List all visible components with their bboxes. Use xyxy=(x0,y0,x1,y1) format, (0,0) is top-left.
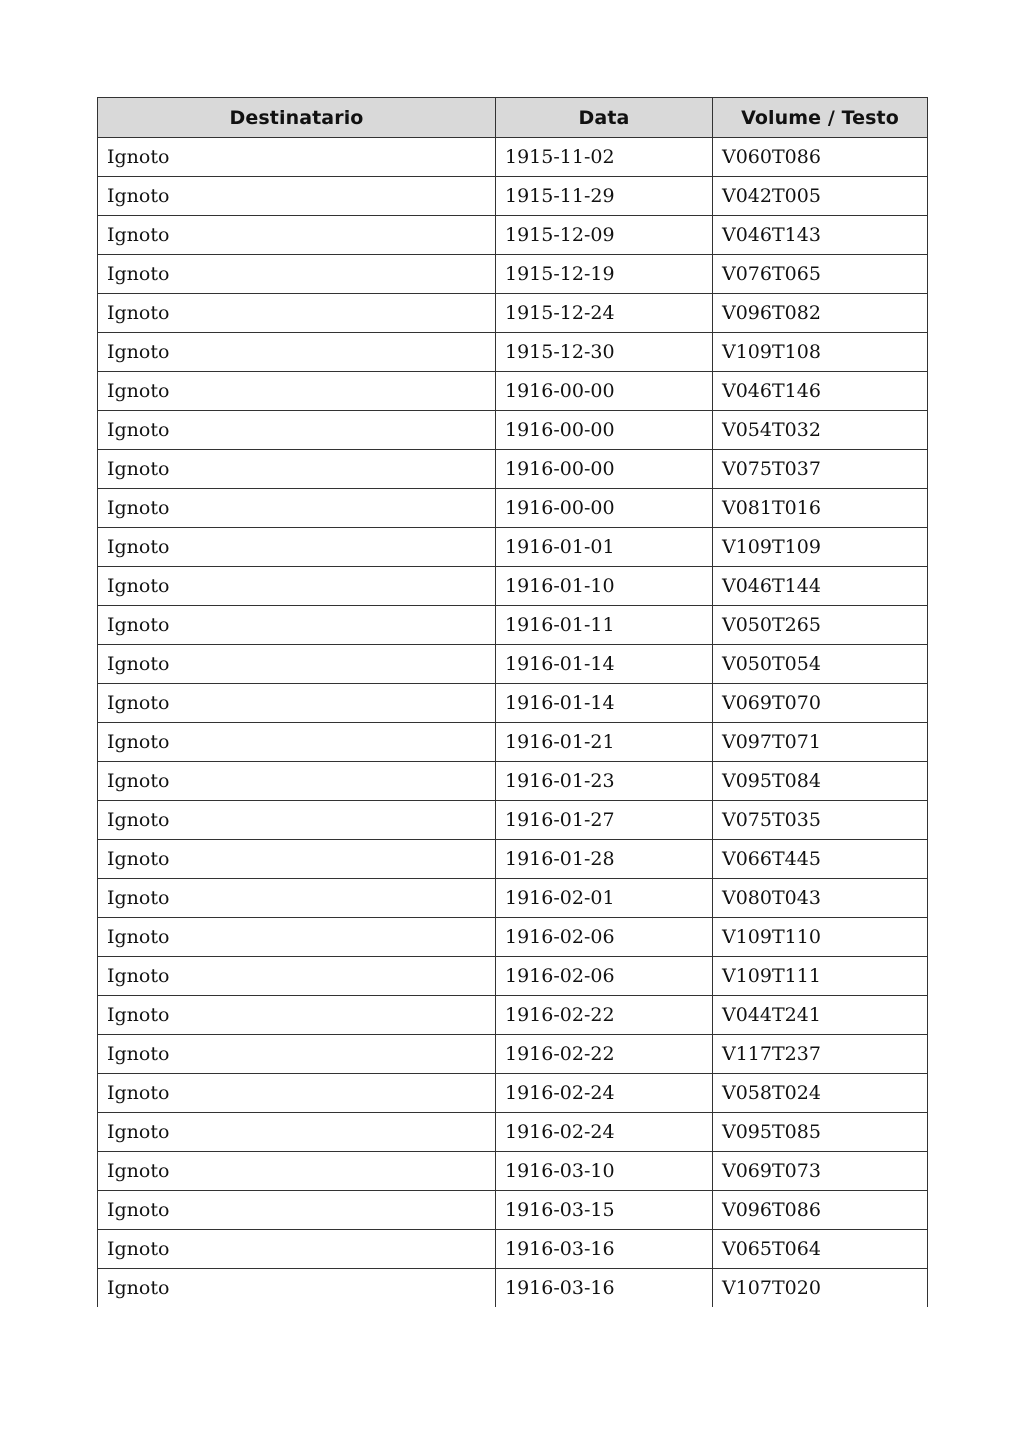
volume-testo-cell: V107T020 xyxy=(713,1269,928,1308)
data-cell: 1916-00-00 xyxy=(496,372,713,411)
data-cell: 1915-12-24 xyxy=(496,294,713,333)
destinatario-cell: Ignoto xyxy=(98,411,496,450)
destinatario-cell: Ignoto xyxy=(98,606,496,645)
volume-testo-cell: V050T265 xyxy=(713,606,928,645)
table-row xyxy=(98,645,928,684)
table-row xyxy=(98,879,928,918)
table-row xyxy=(98,996,928,1035)
destinatario-cell: Ignoto xyxy=(98,645,496,684)
data-cell: 1915-12-09 xyxy=(496,216,713,255)
destinatario-cell: Ignoto xyxy=(98,1035,496,1074)
table-row xyxy=(98,489,928,528)
table-row xyxy=(98,372,928,411)
table-row xyxy=(98,567,928,606)
data-cell: 1916-02-06 xyxy=(496,918,713,957)
table-row xyxy=(98,1191,928,1230)
table-row xyxy=(98,762,928,801)
destinatario-cell: Ignoto xyxy=(98,1191,496,1230)
destinatario-cell: Ignoto xyxy=(98,1269,496,1308)
table-row xyxy=(98,177,928,216)
table-row xyxy=(98,450,928,489)
destinatario-cell: Ignoto xyxy=(98,1113,496,1152)
volume-testo-cell: V096T082 xyxy=(713,294,928,333)
volume-testo-cell: V075T035 xyxy=(713,801,928,840)
volume-testo-cell: V095T084 xyxy=(713,762,928,801)
table-row xyxy=(98,723,928,762)
volume-testo-cell: V069T070 xyxy=(713,684,928,723)
table-row xyxy=(98,1074,928,1113)
data-cell: 1915-11-02 xyxy=(496,138,713,177)
destinatario-cell: Ignoto xyxy=(98,1152,496,1191)
data-cell: 1916-01-01 xyxy=(496,528,713,567)
table-row xyxy=(98,684,928,723)
table-row xyxy=(98,918,928,957)
column-header-volume-testo: Volume / Testo xyxy=(713,98,928,138)
destinatario-cell: Ignoto xyxy=(98,333,496,372)
data-cell: 1916-02-22 xyxy=(496,1035,713,1074)
volume-testo-cell: V081T016 xyxy=(713,489,928,528)
volume-testo-cell: V109T111 xyxy=(713,957,928,996)
volume-testo-cell: V065T064 xyxy=(713,1230,928,1269)
destinatario-cell: Ignoto xyxy=(98,177,496,216)
volume-testo-cell: V076T065 xyxy=(713,255,928,294)
volume-testo-cell: V109T110 xyxy=(713,918,928,957)
volume-testo-cell: V080T043 xyxy=(713,879,928,918)
table-row xyxy=(98,216,928,255)
data-cell: 1916-01-27 xyxy=(496,801,713,840)
destinatario-cell: Ignoto xyxy=(98,1230,496,1269)
data-cell: 1915-12-30 xyxy=(496,333,713,372)
data-cell: 1916-02-06 xyxy=(496,957,713,996)
volume-testo-cell: V044T241 xyxy=(713,996,928,1035)
data-cell: 1916-00-00 xyxy=(496,450,713,489)
destinatario-cell: Ignoto xyxy=(98,294,496,333)
data-cell: 1915-11-29 xyxy=(496,177,713,216)
data-cell: 1916-01-11 xyxy=(496,606,713,645)
table-row xyxy=(98,1152,928,1191)
table-row xyxy=(98,294,928,333)
table-row xyxy=(98,1113,928,1152)
data-cell: 1916-01-21 xyxy=(496,723,713,762)
data-cell: 1916-03-15 xyxy=(496,1191,713,1230)
table-row xyxy=(98,333,928,372)
table-row xyxy=(98,1035,928,1074)
volume-testo-cell: V109T109 xyxy=(713,528,928,567)
column-header-data: Data xyxy=(496,98,713,138)
table-header xyxy=(98,98,928,138)
column-header-destinatario: Destinatario xyxy=(98,98,496,138)
data-cell: 1916-02-24 xyxy=(496,1074,713,1113)
destinatario-cell: Ignoto xyxy=(98,801,496,840)
data-cell: 1916-01-14 xyxy=(496,645,713,684)
table-row xyxy=(98,606,928,645)
data-cell: 1916-02-22 xyxy=(496,996,713,1035)
table-row xyxy=(98,138,928,177)
volume-testo-cell: V095T085 xyxy=(713,1113,928,1152)
volume-testo-cell: V109T108 xyxy=(713,333,928,372)
table-row xyxy=(98,1230,928,1269)
data-cell: 1916-02-24 xyxy=(496,1113,713,1152)
table-row xyxy=(98,957,928,996)
table-body xyxy=(98,138,928,1308)
volume-testo-cell: V042T005 xyxy=(713,177,928,216)
destinatario-cell: Ignoto xyxy=(98,528,496,567)
header-row xyxy=(98,98,928,138)
volume-testo-cell: V096T086 xyxy=(713,1191,928,1230)
destinatario-cell: Ignoto xyxy=(98,723,496,762)
table-row xyxy=(98,255,928,294)
destinatario-cell: Ignoto xyxy=(98,840,496,879)
destinatario-cell: Ignoto xyxy=(98,450,496,489)
data-cell: 1916-01-23 xyxy=(496,762,713,801)
data-cell: 1915-12-19 xyxy=(496,255,713,294)
table-row xyxy=(98,801,928,840)
volume-testo-cell: V058T024 xyxy=(713,1074,928,1113)
destinatario-cell: Ignoto xyxy=(98,138,496,177)
destinatario-cell: Ignoto xyxy=(98,879,496,918)
destinatario-cell: Ignoto xyxy=(98,996,496,1035)
volume-testo-cell: V054T032 xyxy=(713,411,928,450)
destinatario-cell: Ignoto xyxy=(98,957,496,996)
table-row xyxy=(98,1269,928,1308)
destinatario-cell: Ignoto xyxy=(98,567,496,606)
volume-testo-cell: V075T037 xyxy=(713,450,928,489)
data-cell: 1916-03-10 xyxy=(496,1152,713,1191)
volume-testo-cell: V046T146 xyxy=(713,372,928,411)
volume-testo-cell: V066T445 xyxy=(713,840,928,879)
volume-testo-cell: V050T054 xyxy=(713,645,928,684)
volume-testo-cell: V097T071 xyxy=(713,723,928,762)
volume-testo-cell: V060T086 xyxy=(713,138,928,177)
table-row xyxy=(98,840,928,879)
table-row xyxy=(98,528,928,567)
destinatario-cell: Ignoto xyxy=(98,684,496,723)
data-cell: 1916-01-10 xyxy=(496,567,713,606)
volume-testo-cell: V046T143 xyxy=(713,216,928,255)
data-cell: 1916-00-00 xyxy=(496,411,713,450)
destinatario-cell: Ignoto xyxy=(98,372,496,411)
destinatario-cell: Ignoto xyxy=(98,489,496,528)
destinatario-cell: Ignoto xyxy=(98,216,496,255)
volume-testo-cell: V117T237 xyxy=(713,1035,928,1074)
data-cell: 1916-02-01 xyxy=(496,879,713,918)
data-cell: 1916-01-14 xyxy=(496,684,713,723)
destinatario-cell: Ignoto xyxy=(98,918,496,957)
letters-table xyxy=(97,97,928,1307)
destinatario-cell: Ignoto xyxy=(98,1074,496,1113)
volume-testo-cell: V046T144 xyxy=(713,567,928,606)
data-cell: 1916-03-16 xyxy=(496,1269,713,1308)
volume-testo-cell: V069T073 xyxy=(713,1152,928,1191)
data-cell: 1916-03-16 xyxy=(496,1230,713,1269)
table-row xyxy=(98,411,928,450)
data-cell: 1916-00-00 xyxy=(496,489,713,528)
destinatario-cell: Ignoto xyxy=(98,762,496,801)
destinatario-cell: Ignoto xyxy=(98,255,496,294)
data-cell: 1916-01-28 xyxy=(496,840,713,879)
